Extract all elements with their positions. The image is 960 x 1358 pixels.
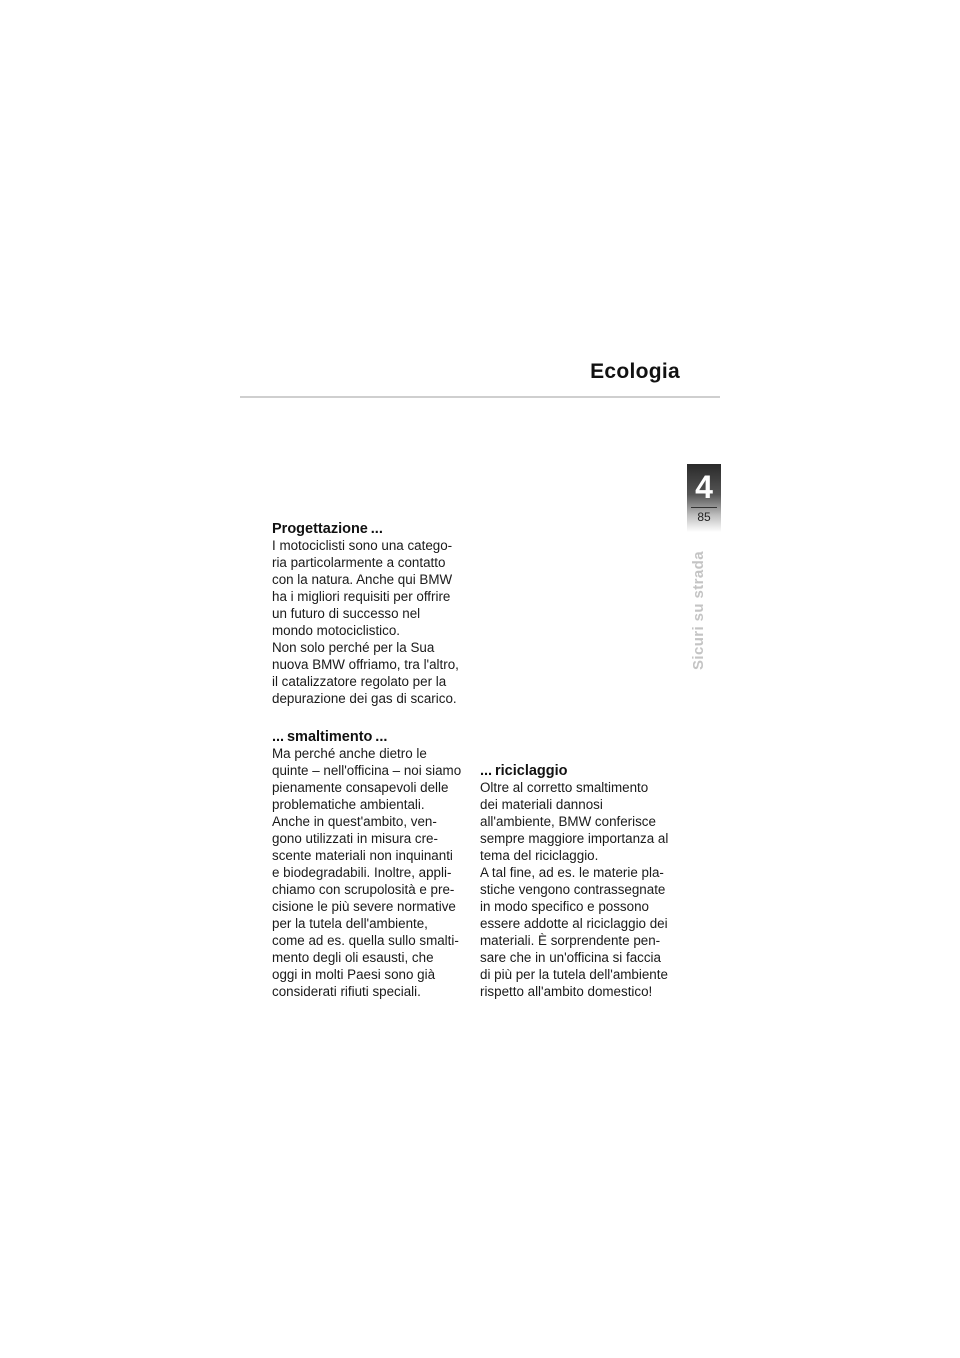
section-progettazione xyxy=(272,521,472,707)
chapter-number: 4 xyxy=(695,469,713,505)
section-smaltimento xyxy=(272,729,472,1000)
section-body: Ma perché anche dietro le quinte – nell'officina – noi siamo pienamente consapevoli delle problematiche ambientali. Anche in quest'ambito, ven- gono utilizzati in misura cre- scente materiali non inquinanti e biodegradabili. Inoltre, appli- chiamo con scrupolosità e pre- cisione le più severe normative per la tutela dell'ambiente, come ad es. quella sullo smalti- mento degli oli esausti, che oggi in molti Paesi sono già considerati rifiuti speciali. xyxy=(272,746,462,999)
section-heading: Progettazione ... xyxy=(272,521,383,537)
header-divider xyxy=(240,396,720,398)
section-body: Oltre al corretto smaltimento dei materiali dannosi all'ambiente, BMW conferisce sempre maggiore importanza al tema del riciclaggio. A tal fine, ad es. le materie pla- stiche vengono contrassegnate in modo specifico e possono essere addotte al riciclaggio dei materiali. È sorprendente pen- sare che in un'officina si faccia di più per la tutela dell'ambiente rispetto all'ambito domestico! xyxy=(480,780,669,999)
page-title: Ecologia xyxy=(590,360,680,383)
chapter-side-label: Sicuri su strada xyxy=(690,551,707,670)
chapter-divider xyxy=(691,507,717,508)
section-riciclaggio xyxy=(480,763,680,1000)
section-body: I motociclisti sono una catego- ria particolarmente a contatto con la natura. Anche qui BMW ha i migliori requisiti per offrire un futuro di successo nel mondo motociclistico. Non solo perché per la Sua nuova BMW offriamo, tra l'altro, il catalizzatore regolato per la depurazione dei gas di scarico. xyxy=(272,538,459,706)
section-heading: ... riciclaggio xyxy=(480,763,568,779)
section-heading: ... smaltimento ... xyxy=(272,729,388,745)
page-number: 85 xyxy=(697,510,711,524)
chapter-tab xyxy=(687,464,721,532)
